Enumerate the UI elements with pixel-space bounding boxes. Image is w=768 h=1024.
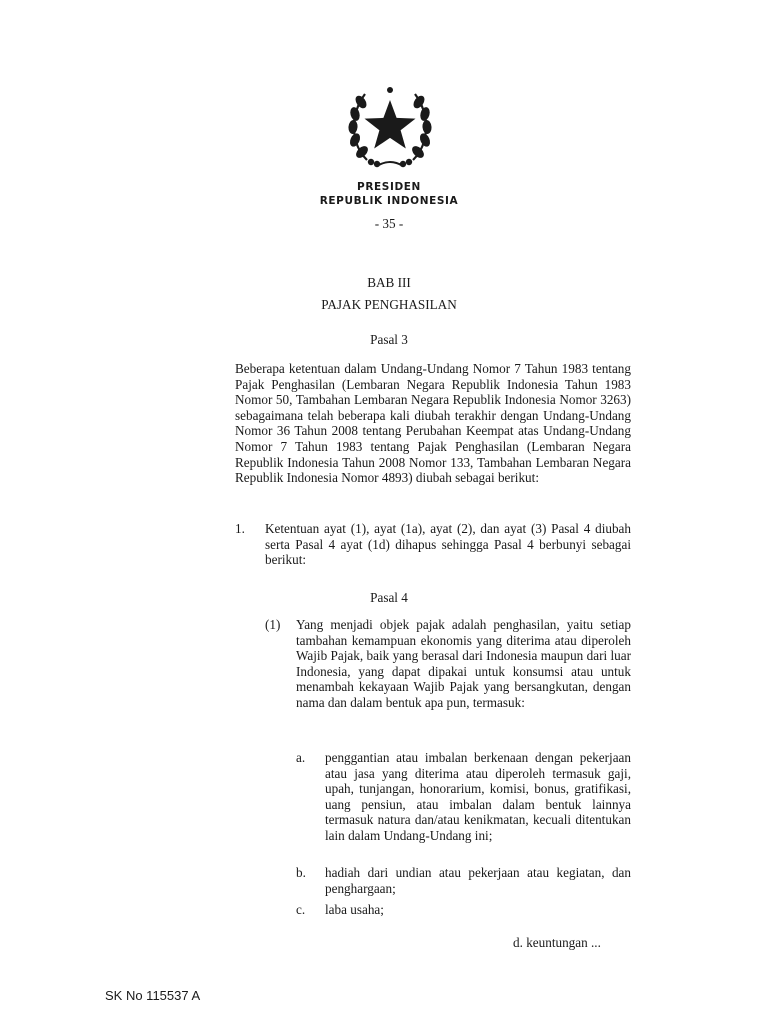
sub-item-text: laba usaha;	[325, 902, 384, 917]
continuation-text: d. keuntungan ...	[513, 935, 601, 950]
article-3-heading: Pasal 3	[370, 332, 408, 347]
chapter-title: PAJAK PENGHASILAN	[321, 297, 457, 312]
sub-item-letter: c.	[296, 902, 306, 917]
page-number: - 35 -	[374, 216, 404, 231]
item-1-text: Ketentuan ayat (1), ayat (1a), ayat (2), dan ayat (3) Pasal 4 diubah serta Pasal 4 ayat (1d) dihapus sehingga Pasal 4 berbunyi sebagai berikut:	[265, 521, 631, 568]
paragraph-1-text: Yang menjadi objek pajak adalah penghasilan, yaitu setiap tambahan kemampuan ekonomis yang diterima atau diperoleh Wajib Pajak, baik yang berasal dari Indonesia maupun dari luar Indonesia, yang dapat dipakai untuk konsumsi atau untuk menambah kekayaan Wajib Pajak yang bersangkutan, dengan nama dan dalam bentuk apa pun, termasuk:	[296, 617, 631, 710]
article-4-heading: Pasal 4	[370, 590, 408, 605]
sub-item-text: hadiah dari undian atau pekerjaan atau kegiatan, dan penghargaan;	[325, 865, 631, 896]
sub-item-letter: b.	[296, 865, 306, 880]
chapter-number: BAB III	[367, 275, 411, 290]
sub-item-text: penggantian atau imbalan berkenaan dengan pekerjaan atau jasa yang diterima atau diperoleh termasuk gaji, upah, tunjangan, honorarium, komisi, bonus, gratifikasi, uang pensiun, atau imbalan dalam bentuk lainnya termasuk natura dan/atau kenikmatan, kecuali ditentukan lain dalam Undang-Undang ini;	[325, 750, 631, 843]
document-code: SK No 115537 A	[105, 988, 201, 1003]
header-subtitle: REPUBLIK INDONESIA	[319, 195, 459, 207]
sub-item-letter: a.	[296, 750, 306, 765]
paragraph-1-number: (1)	[265, 617, 281, 632]
item-1-number: 1.	[235, 521, 245, 536]
garuda-emblem-icon	[347, 78, 433, 170]
header-title: PRESIDEN	[357, 181, 421, 193]
article-3-intro: Beberapa ketentuan dalam Undang-Undang Nomor 7 Tahun 1983 tentang Pajak Penghasilan (Lembaran Negara Republik Indonesia Tahun 1983 Nomor 50, Tambahan Lembaran Negara Republik Indonesia Nomor 3263) sebagaimana telah beberapa kali diubah terakhir dengan Undang-Undang Nomor 36 Tahun 2008 tentang Perubahan Keempat atas Undang-Undang Nomor 7 Tahun 1983 tentang Pajak Penghasilan (Lembaran Negara Republik Indonesia Tahun 2008 Nomor 133, Tambahan Lembaran Negara Republik Indonesia Nomor 4893) diubah sebagai berikut:	[235, 361, 631, 486]
